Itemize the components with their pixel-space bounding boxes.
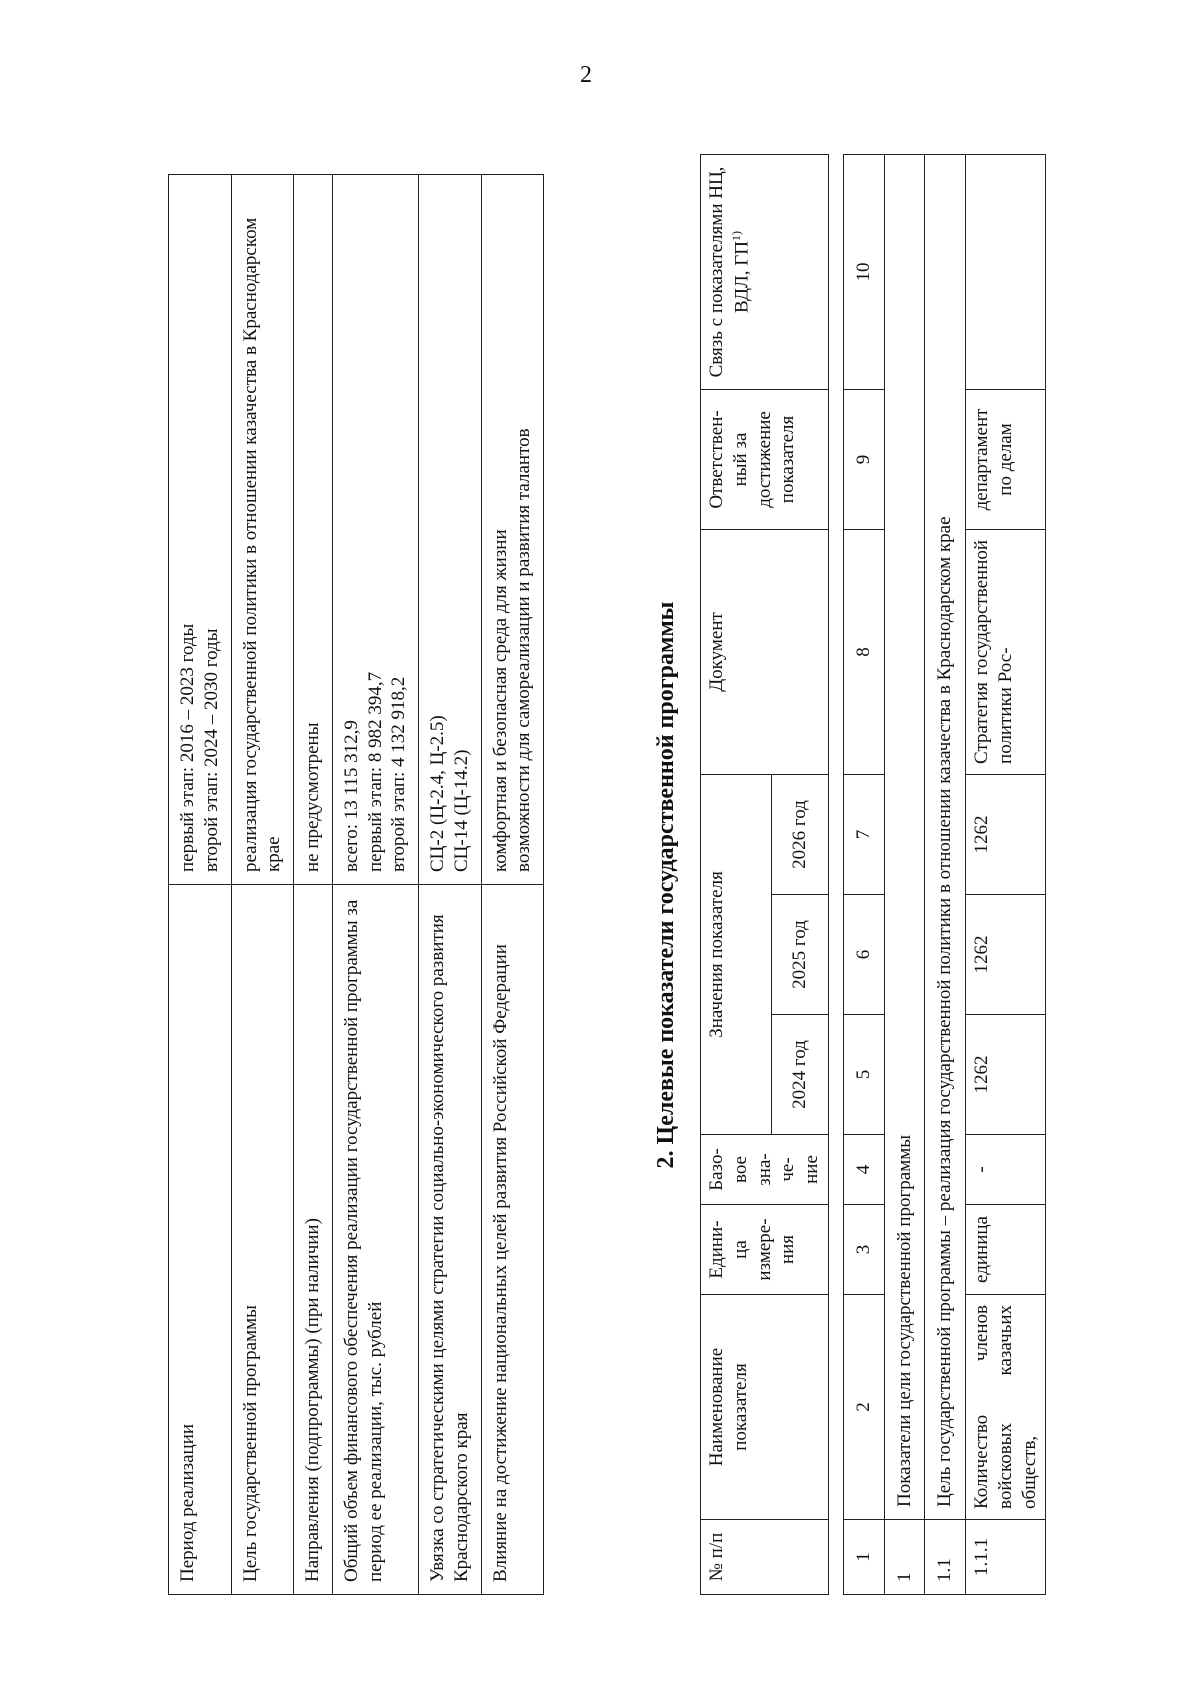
section-title: 2. Целевые показатели государственной программы [653,601,679,1169]
header-link [701,154,829,389]
passport-label: Общий объем финансового обеспечения реализации государственной программы за период ее реализации, тыс. рублей [332,885,418,1595]
col-number: 5 [843,1015,884,1135]
header-year-2024: 2024 год [772,1015,829,1135]
header-year-2025: 2025 год [772,895,829,1015]
passport-row [419,175,482,1595]
table-row [966,154,1046,1594]
header-row [701,154,772,1594]
section-row-text: Показатели цели государственной программы [884,154,925,1519]
header-link-text: Связь с показателями НЦ, ВДЛ, ГП [706,166,753,378]
row-responsible: департамент по делам [966,389,1046,529]
passport-label: Направления (подпрограммы) (при наличии) [294,885,333,1595]
indicators-table [700,154,1046,1595]
passport-row [294,175,333,1595]
passport-label: Цель государственной программы [231,885,294,1595]
header-year-2026: 2026 год [772,774,829,894]
row-name: Количество членов войсковых казачьих обществ, [966,1295,1046,1520]
header-name: Наименование показателя [701,1295,829,1520]
col-number: 8 [843,529,884,774]
passport-label: Период реализации [169,885,232,1595]
passport-value: не предусмотрены [294,175,333,885]
column-numbers-row [843,154,884,1594]
col-number: 4 [843,1135,884,1205]
header-base: Базо-вое зна-че-ние [701,1135,829,1205]
section-row-text: Цель государственной программы – реализация государственной политики в отношении казачества в Краснодарском крае [925,154,966,1519]
passport-table [168,174,544,1595]
passport-label: Увязка со стратегическими целями стратегии социально-экономического развития Краснодарского края [419,885,482,1595]
col-number: 2 [843,1295,884,1520]
spacer-row [828,154,843,1594]
col-number: 1 [843,1520,884,1595]
header-num: № п/п [701,1520,829,1595]
col-number: 9 [843,389,884,529]
row-unit: единица [966,1205,1046,1295]
passport-row [481,175,544,1595]
col-number: 6 [843,895,884,1015]
col-number: 10 [843,154,884,389]
section-row [884,154,925,1594]
header-link-footnote: 1) [728,230,743,241]
rotated-content [98,115,1128,1595]
row-document: Стратегия государственной политики Рос- [966,529,1046,774]
section-row [925,154,966,1594]
header-unit: Едини-ца измере-ния [701,1205,829,1295]
header-responsible: Ответствен-ный за достижение показателя [701,389,829,529]
passport-value: реализация государственной политики в отношении казачества в Краснодарском крае [231,175,294,885]
row-link [966,154,1046,389]
row-2024: 1262 [966,1015,1046,1135]
col-number: 7 [843,774,884,894]
section-row-num: 1.1 [925,1520,966,1595]
row-num: 1.1.1 [966,1520,1046,1595]
row-2026: 1262 [966,774,1046,894]
passport-row [332,175,418,1595]
passport-value: первый этап: 2016 – 2023 годы второй этап: 2024 – 2030 годы [169,175,232,885]
row-2025: 1262 [966,895,1046,1015]
col-number: 3 [843,1205,884,1295]
header-values: Значения показателя [701,774,772,1134]
passport-row [169,175,232,1595]
header-document: Документ [701,529,829,774]
page-number: 2 [580,62,592,88]
row-base: - [966,1135,1046,1205]
passport-row [231,175,294,1595]
spacer-cell [828,154,843,1594]
section-row-num: 1 [884,1520,925,1595]
passport-label: Влияние на достижение национальных целей развития Российской Федерации [481,885,544,1595]
passport-value: комфортная и безопасная среда для жизни возможности для самореализации и развития талантов [481,175,544,885]
passport-value: СЦ-2 (Ц-2.4, Ц-2.5) СЦ-14 (Ц-14.2) [419,175,482,885]
passport-value: всего: 13 115 312,9 первый этап: 8 982 394,7 второй этап: 4 132 918,2 [332,175,418,885]
